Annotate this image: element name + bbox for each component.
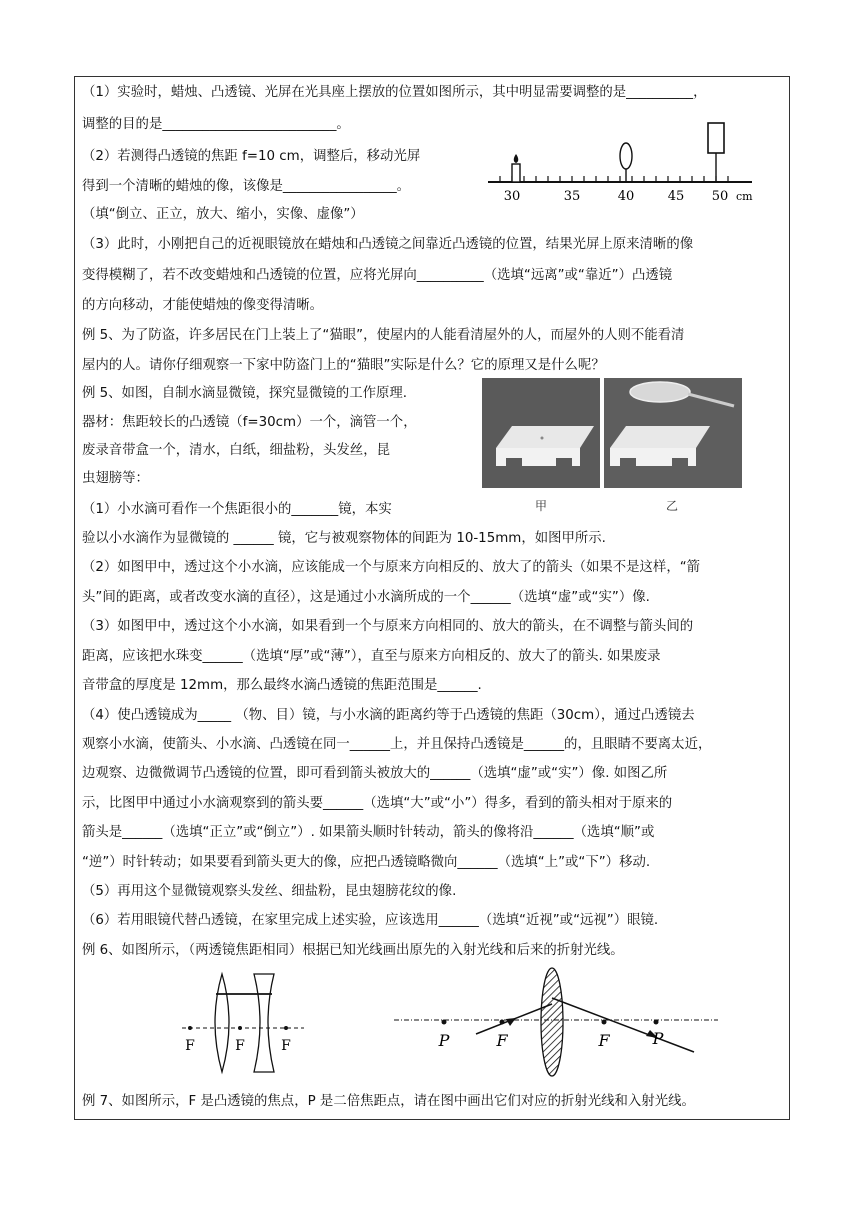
point-marker — [442, 1020, 447, 1025]
text-line: （2）若测得凸透镜的焦距 f=10 cm，调整后，移动光屏 — [82, 149, 421, 164]
text-line: （2）如图甲中，透过这个小水滴，应该能成一个与原来方向相反的、放大了的箭头（如果不是这样，“箭 — [82, 560, 701, 575]
focal-point — [284, 1026, 288, 1030]
magnifier-lens — [630, 382, 690, 402]
focal-point — [188, 1026, 192, 1030]
text-line: 调整的目的是__________________________。 — [82, 117, 350, 132]
text-line: （3）此时，小刚把自己的近视眼镜放在蜡烛和凸透镜之间靠近凸透镜的位置，结果光屏上原来清晰的像 — [82, 237, 694, 252]
text-line: 边观察、边微微调节凸透镜的位置，即可看到箭头被放大的______（选填“虚”或“实”）像. 如图乙所 — [82, 766, 668, 781]
text-line: （5）再用这个显微镜观察头发丝、细盐粉，昆虫翅膀花纹的像. — [82, 884, 457, 899]
point-label: F — [496, 1031, 508, 1050]
text-line: （1）小水滴可看作一个焦距很小的_______镜，本实 — [82, 502, 392, 517]
tick-label: 50 — [711, 189, 729, 204]
lens-pair-figure — [180, 968, 310, 1078]
focal-label: F — [281, 1038, 291, 1054]
text-line: 器材：焦距较长的凸透镜（f=30cm）一个，滴管一个， — [82, 415, 417, 430]
refracted-ray — [552, 998, 694, 1052]
text-line: 例 7、如图所示，F 是凸透镜的焦点，P 是二倍焦距点，请在图中画出它们对应的折射光线和入射光线。 — [82, 1094, 695, 1109]
text-line: （6）若用眼镜代替凸透镜，在家里完成上述实验，应该选用______（选填“近视”或“远视”）眼镜. — [82, 913, 659, 928]
focal-label: F — [235, 1038, 245, 1054]
focal-point — [238, 1026, 242, 1030]
candle-icon — [512, 154, 520, 182]
text-line: （3）如图甲中，透过这个小水滴，如果看到一个与原来方向相同的、放大的箭头，在不调整与箭头间的 — [82, 619, 694, 634]
text-line: 例 5、为了防盗，许多居民在门上装上了“猫眼”，使屋内的人能看清屋外的人，而屋外的人则不能看清 — [82, 328, 685, 343]
optical-bench-figure — [480, 118, 760, 206]
point-marker — [500, 1020, 505, 1025]
convex-lens-icon — [541, 968, 563, 1076]
text-line: （1）实验时，蜡烛、凸透镜、光屏在光具座上摆放的位置如图所示，其中明显需要调整的是__________， — [82, 85, 707, 100]
text-line: 屋内的人。请你仔细观察一下家中防盗门上的“猫眼”实际是什么？它的原理又是什么呢？ — [82, 358, 605, 373]
tick-label: 30 — [503, 189, 521, 204]
concave-lens-icon — [254, 974, 274, 1072]
text-line: 示，比图甲中通过小水滴观察到的箭头要______（选填“大”或“小”）得多，看到的箭头相对于原来的 — [82, 796, 673, 811]
photo-label-right: 乙 — [665, 499, 679, 513]
photo-label-left: 甲 — [534, 499, 548, 513]
unit-label: cm — [736, 190, 753, 203]
text-line: （4）使凸透镜成为_____ （物、目）镜，与小水滴的距离约等于凸透镜的焦距（30cm），通过凸透镜去 — [82, 708, 695, 723]
text-line: 虫翅膀等： — [82, 471, 149, 486]
focal-label: F — [185, 1038, 195, 1054]
text-line: 音带盒的厚度是 12mm，那么最终水滴凸透镜的焦距范围是______. — [82, 678, 482, 693]
text-line: 变得模糊了，若不改变蜡烛和凸透镜的位置，应将光屏向__________（选填“远离”或“靠近”）凸透镜 — [82, 268, 673, 283]
text-line: 例 5、如图，自制水滴显微镜，探究显微镜的工作原理. — [82, 386, 408, 401]
text-line: 例 6、如图所示，（两透镜焦距相同）根据已知光线画出原先的入射光线和后来的折射光线。 — [82, 943, 624, 958]
screen-icon — [708, 123, 724, 182]
text-line: 距离，应该把水珠变______（选填“厚”或“薄”），直至与原来方向相反的、放大了的箭头. 如果废录 — [82, 649, 661, 664]
point-marker — [602, 1020, 607, 1025]
text-line: （填“倒立、正立，放大、缩小，实像、虚像”） — [82, 207, 364, 222]
point-marker — [654, 1020, 659, 1025]
text-line: 观察小水滴，使箭头、小水滴、凸透镜在同一______上，并且保持凸透镜是______的，且眼睛不要离太近， — [82, 737, 712, 752]
text-line: 的方向移动，才能使蜡烛的像变得清晰。 — [82, 298, 324, 313]
text-line: 得到一个清晰的蜡烛的像，该像是_________________。 — [82, 179, 411, 194]
tick-label: 35 — [563, 189, 581, 204]
text-line: 验以小水滴作为显微镜的 ______ 镜，它与被观察物体的间距为 10-15mm，如图甲所示. — [82, 531, 606, 546]
microscope-photo-figure — [482, 378, 744, 516]
text-line: 箭头是______（选填“正立”或“倒立”）. 如果箭头顺时针转动，箭头的像将沿______（选填“顺”或 — [82, 825, 655, 840]
text-line: “逆”）时针转动；如果要看到箭头更大的像，应把凸透镜略微向______（选填“上”或“下”）移动. — [82, 855, 651, 870]
convex-lens-icon — [215, 974, 229, 1072]
point-label: P — [652, 1029, 664, 1048]
point-label: P — [438, 1031, 450, 1050]
tick-label: 45 — [667, 189, 685, 204]
text-line: 头”间的距离，或者改变水滴的直径），这是通过小水滴所成的一个______（选填“虚”或“实”）像. — [82, 590, 650, 605]
cassette-box-left — [496, 426, 594, 466]
convex-lens-ray-figure — [392, 962, 722, 1082]
tick-label: 40 — [617, 189, 635, 204]
text-line: 废录音带盒一个，清水，白纸，细盐粉，头发丝，昆 — [82, 443, 390, 458]
point-label: F — [598, 1031, 610, 1050]
convex-lens-icon — [620, 143, 632, 182]
